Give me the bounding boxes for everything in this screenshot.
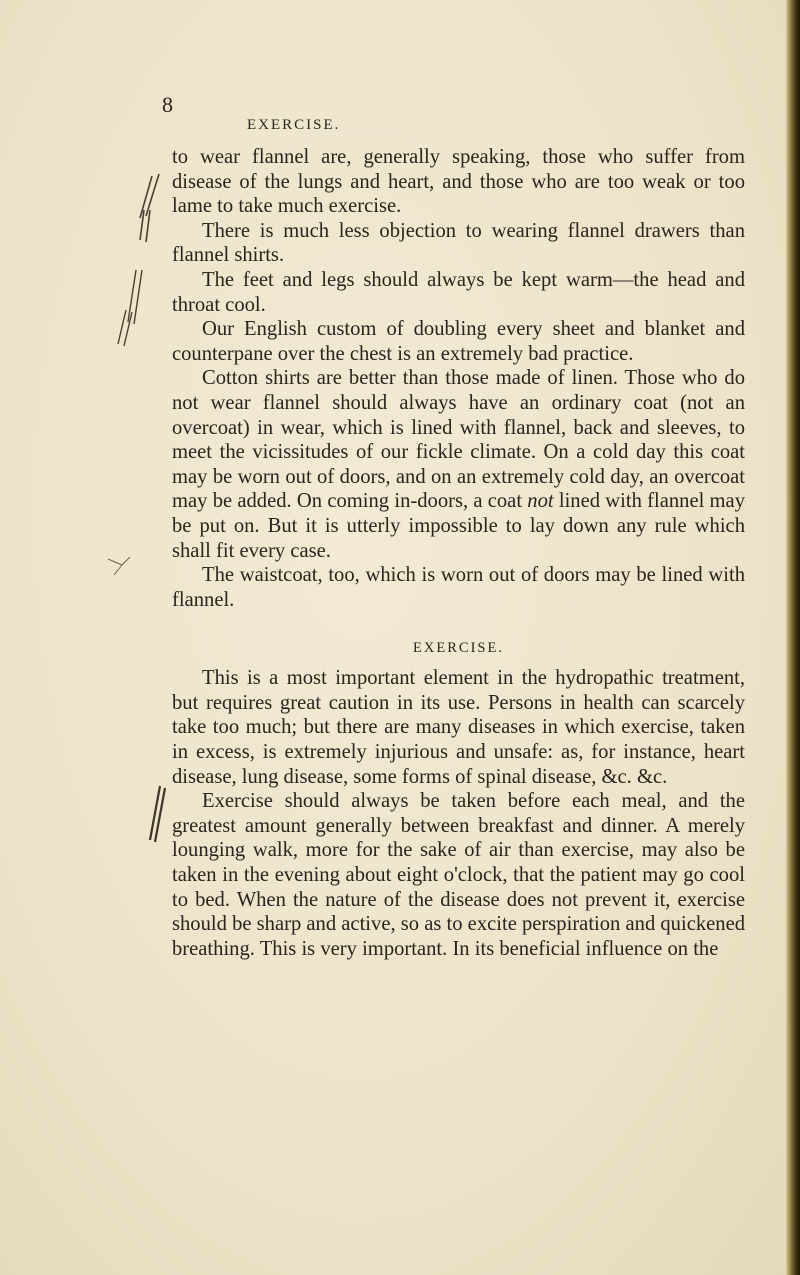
paragraph: This is a most important element in the hydropathic treatment, but requires great caution in its use. Persons in health can scarcely take too much; but there are many diseases in which exercise, taken in excess, is extremely injurious and unsafe: as, for instance, heart disease, lung disease, some forms of spinal disease, &c. &c. [172,667,745,788]
pencil-mark-2 [106,262,150,352]
paragraph: Exercise should always be taken before each meal, and the greatest amount generally between breakfast and dinner. A merely lounging walk, more for the sake of air than exercise, may also be taken in the evening about eight o'clock, that the patient may go cool to bed. When the nature of the disease does not prevent it, exercise should be sharp and active, so as to excite perspiration and quickened breathing. This is very important. In its beneficial influence on the [172,790,746,960]
page-edge [786,0,800,1275]
pencil-mark-4 [140,780,170,850]
section-heading: EXERCISE. [413,640,504,657]
pencil-mark-1 [126,170,170,250]
paragraph: Our English custom of doubling every sheet and blanket and counterpane over the chest is an extremely bad practice. [172,318,745,365]
paragraph: There is much less objection to wearing flannel drawers than flannel shirts. [172,219,745,267]
italic-emphasis: not [527,490,554,513]
text-block [172,145,745,961]
paragraph-text: lined with flannel may be put on. But it is utterly impossible to lay down any rule which shall fit every case. [172,490,745,562]
running-head: EXERCISE. [247,117,341,133]
paragraph: to wear flannel are, generally speaking, those who suffer from disease of the lungs and heart, and those who are too weak or too lame to take much exercise. [172,146,745,218]
pencil-mark-3 [100,545,140,585]
paragraph: The feet and legs should always be kept warm—the head and throat cool. [172,268,745,316]
paragraph [172,366,745,563]
paragraph: The waistcoat, too, which is worn out of doors may be lined with flannel. [172,564,745,611]
paragraph-text: Cotton shirts are better than those made of linen. Those who do not wear flannel should always have an ordinary coat (not an overcoat) in wear, which is lined with flannel, back and sleeves, to meet the vicissitudes of our fickle climate. On a cold day this coat may be worn out of doors, and on an extremely cold day, an overcoat may be added. On coming in-doors, a coat [172,367,745,513]
page-number: 8 [162,92,174,117]
